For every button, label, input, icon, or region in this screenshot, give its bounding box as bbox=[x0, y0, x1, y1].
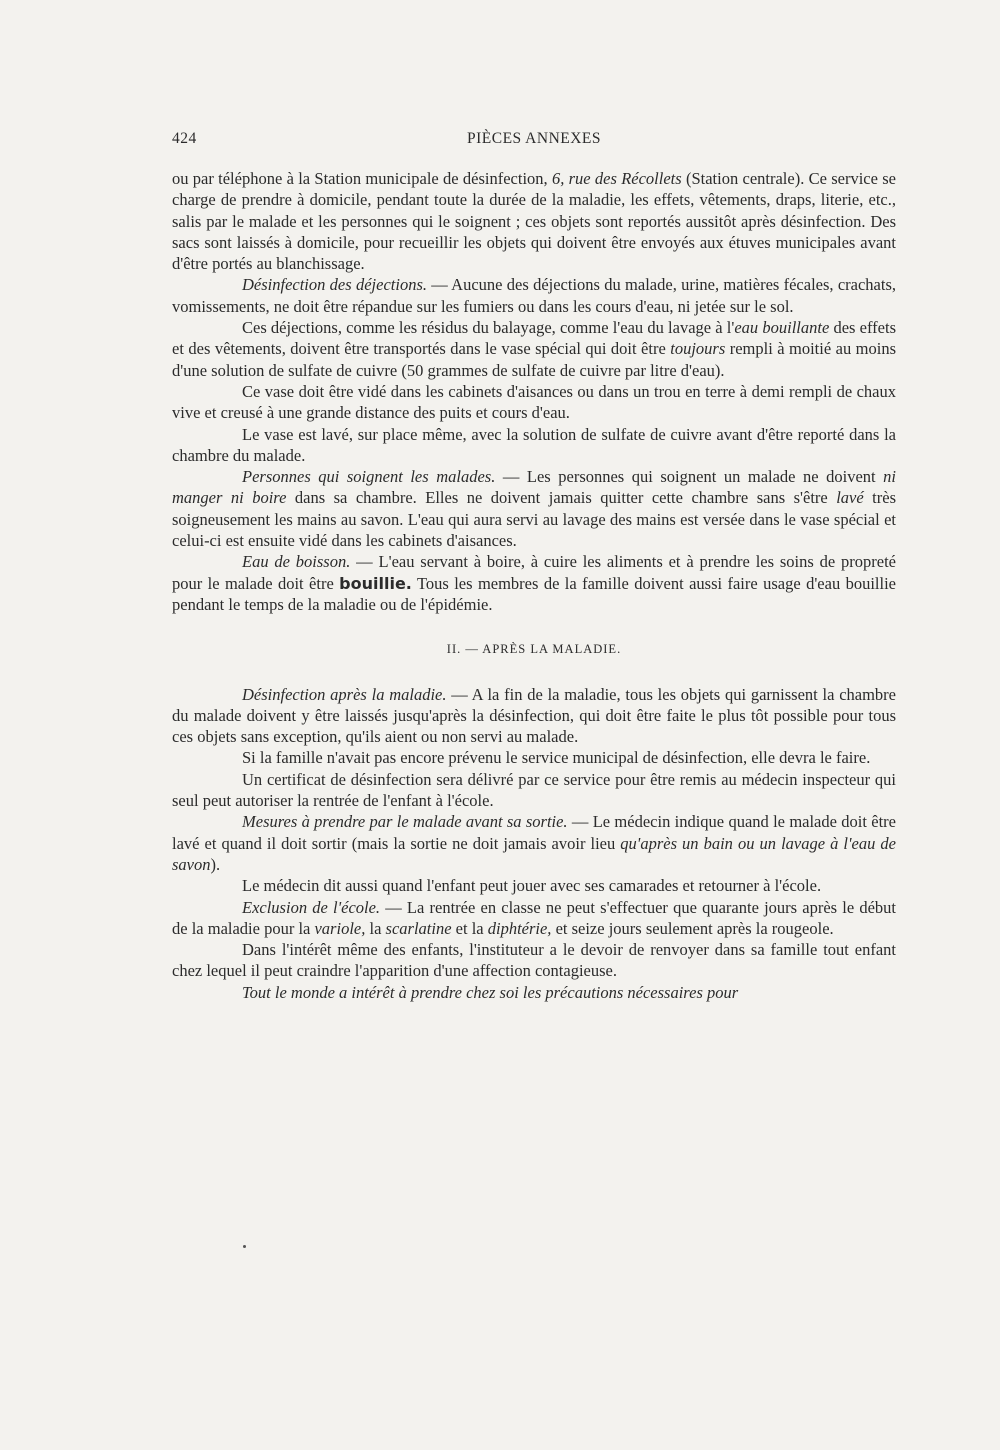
page-body bbox=[172, 168, 896, 1003]
paragraph-exclusion-ecole: Exclusion de l'école. — La rentrée en classe ne peut s'effectuer que quarante jours après le début de la maladie pour la variole, la scarlatine et la diphtérie, et seize jours seulement après la rougeole. bbox=[172, 897, 897, 938]
page-number: 424 bbox=[172, 130, 197, 147]
paragraph-precautions: Tout le monde a intérêt à prendre chez soi les précautions nécessaires pour bbox=[242, 982, 739, 1002]
section-heading: II. — APRÈS LA MALADIE. bbox=[446, 642, 622, 657]
page-header bbox=[172, 130, 896, 152]
ink-speck bbox=[243, 1245, 246, 1248]
paragraph-desinfection-apres: Désinfection après la maladie. — A la fin de la maladie, tous les objets qui garnissent la chambre du malade doivent y être laissés jusqu'après la désinfection, qui doit être faite le plus tôt possible pour tous ces objets sans exception, qu'ils aient ou non servi au malade. bbox=[172, 684, 896, 747]
paragraph-interet-enfants: Dans l'intérêt même des enfants, l'instituteur a le devoir de renvoyer dans sa famille tout enfant chez lequel il peut craindre l'apparition d'une affection contagieuse. bbox=[172, 940, 896, 981]
paragraph-vase-lave: Le vase est lavé, sur place même, avec la solution de sulfate de cuivre avant d'être reporté dans la chambre du malade. bbox=[172, 424, 896, 465]
paragraph-eau-boisson: Eau de boisson. — L'eau servant à boire, à cuire les aliments et à prendre les soins de propreté pour le malade doit être bouillie. Tous les membres de la famille doivent aussi faire usage d'eau bouillie pendant le temps de la maladie ou de l'épidémie. bbox=[172, 552, 896, 614]
paragraph-mesures-sortie: Mesures à prendre par le malade avant sa sortie. — Le médecin indique quand le malade doit être lavé et quand il doit sortir (mais la sortie ne doit jamais avoir lieu qu'après un bain ou un lavage à l'eau de savon). bbox=[172, 812, 896, 874]
paragraph-certificat: Un certificat de désinfection sera délivré par ce service pour être remis au médecin inspecteur qui seul peut autoriser la rentrée de l'enfant à l'école. bbox=[172, 769, 896, 811]
paragraph-medecin-jouer: Le médecin dit aussi quand l'enfant peut jouer avec ses camarades et retourner à l'école. bbox=[242, 876, 822, 896]
paragraph-famille-service: Si la famille n'avait pas encore prévenu le service municipal de désinfection, elle devra le faire. bbox=[242, 748, 871, 768]
running-title: PIÈCES ANNEXES bbox=[466, 130, 602, 147]
paragraph-desinfection-dejections: Désinfection des déjections. — Aucune des déjections du malade, urine, matières fécales, crachats, vomissements, ne doit être répandue sur les fumiers ou dans les cours d'eau, ni jetée sur le sol. bbox=[172, 275, 896, 316]
paragraph-vase-vide: Ce vase doit être vidé dans les cabinets d'aisances ou dans un trou en terre à demi rempli de chaux vive et creusé à une grande distance des puits et cours d'eau. bbox=[172, 381, 896, 423]
paragraph-personnes-soignent: Personnes qui soignent les malades. — Les personnes qui soignent un malade ne doivent ni manger ni boire dans sa chambre. Elles ne doivent jamais quitter cette chambre sans s'être lavé très soigneusement les mains au savon. L'eau qui aura servi au lavage des mains est versée dans le vase spécial et celui-ci est ensuite vidé dans les cabinets d'aisances. bbox=[172, 467, 897, 551]
paragraph-vase-special: Ces déjections, comme les résidus du balayage, comme l'eau du lavage à l'eau bouillante des effets et des vêtements, doivent être transportés dans le vase spécial qui doit être toujours rempli à moitié au moins d'une solution de sulfate de cuivre (50 grammes de sulfate de cuivre par litre d'eau). bbox=[172, 318, 897, 380]
paragraph-station-desinfection: ou par téléphone à la Station municipale de désinfection, 6, rue des Récollets (Station centrale). Ce service se charge de prendre à domicile, pendant toute la durée de la maladie, les effets, vêtements, draps, literie, etc., salis par le malade et les personnes qui le soignent ; ces objets sont reportés aussitôt après désinfection. Des sacs sont laissés à domicile, pour recueillir les objets qui doivent être envoyés aux étuves municipales avant d'être portés au blanchissage. bbox=[172, 169, 896, 274]
